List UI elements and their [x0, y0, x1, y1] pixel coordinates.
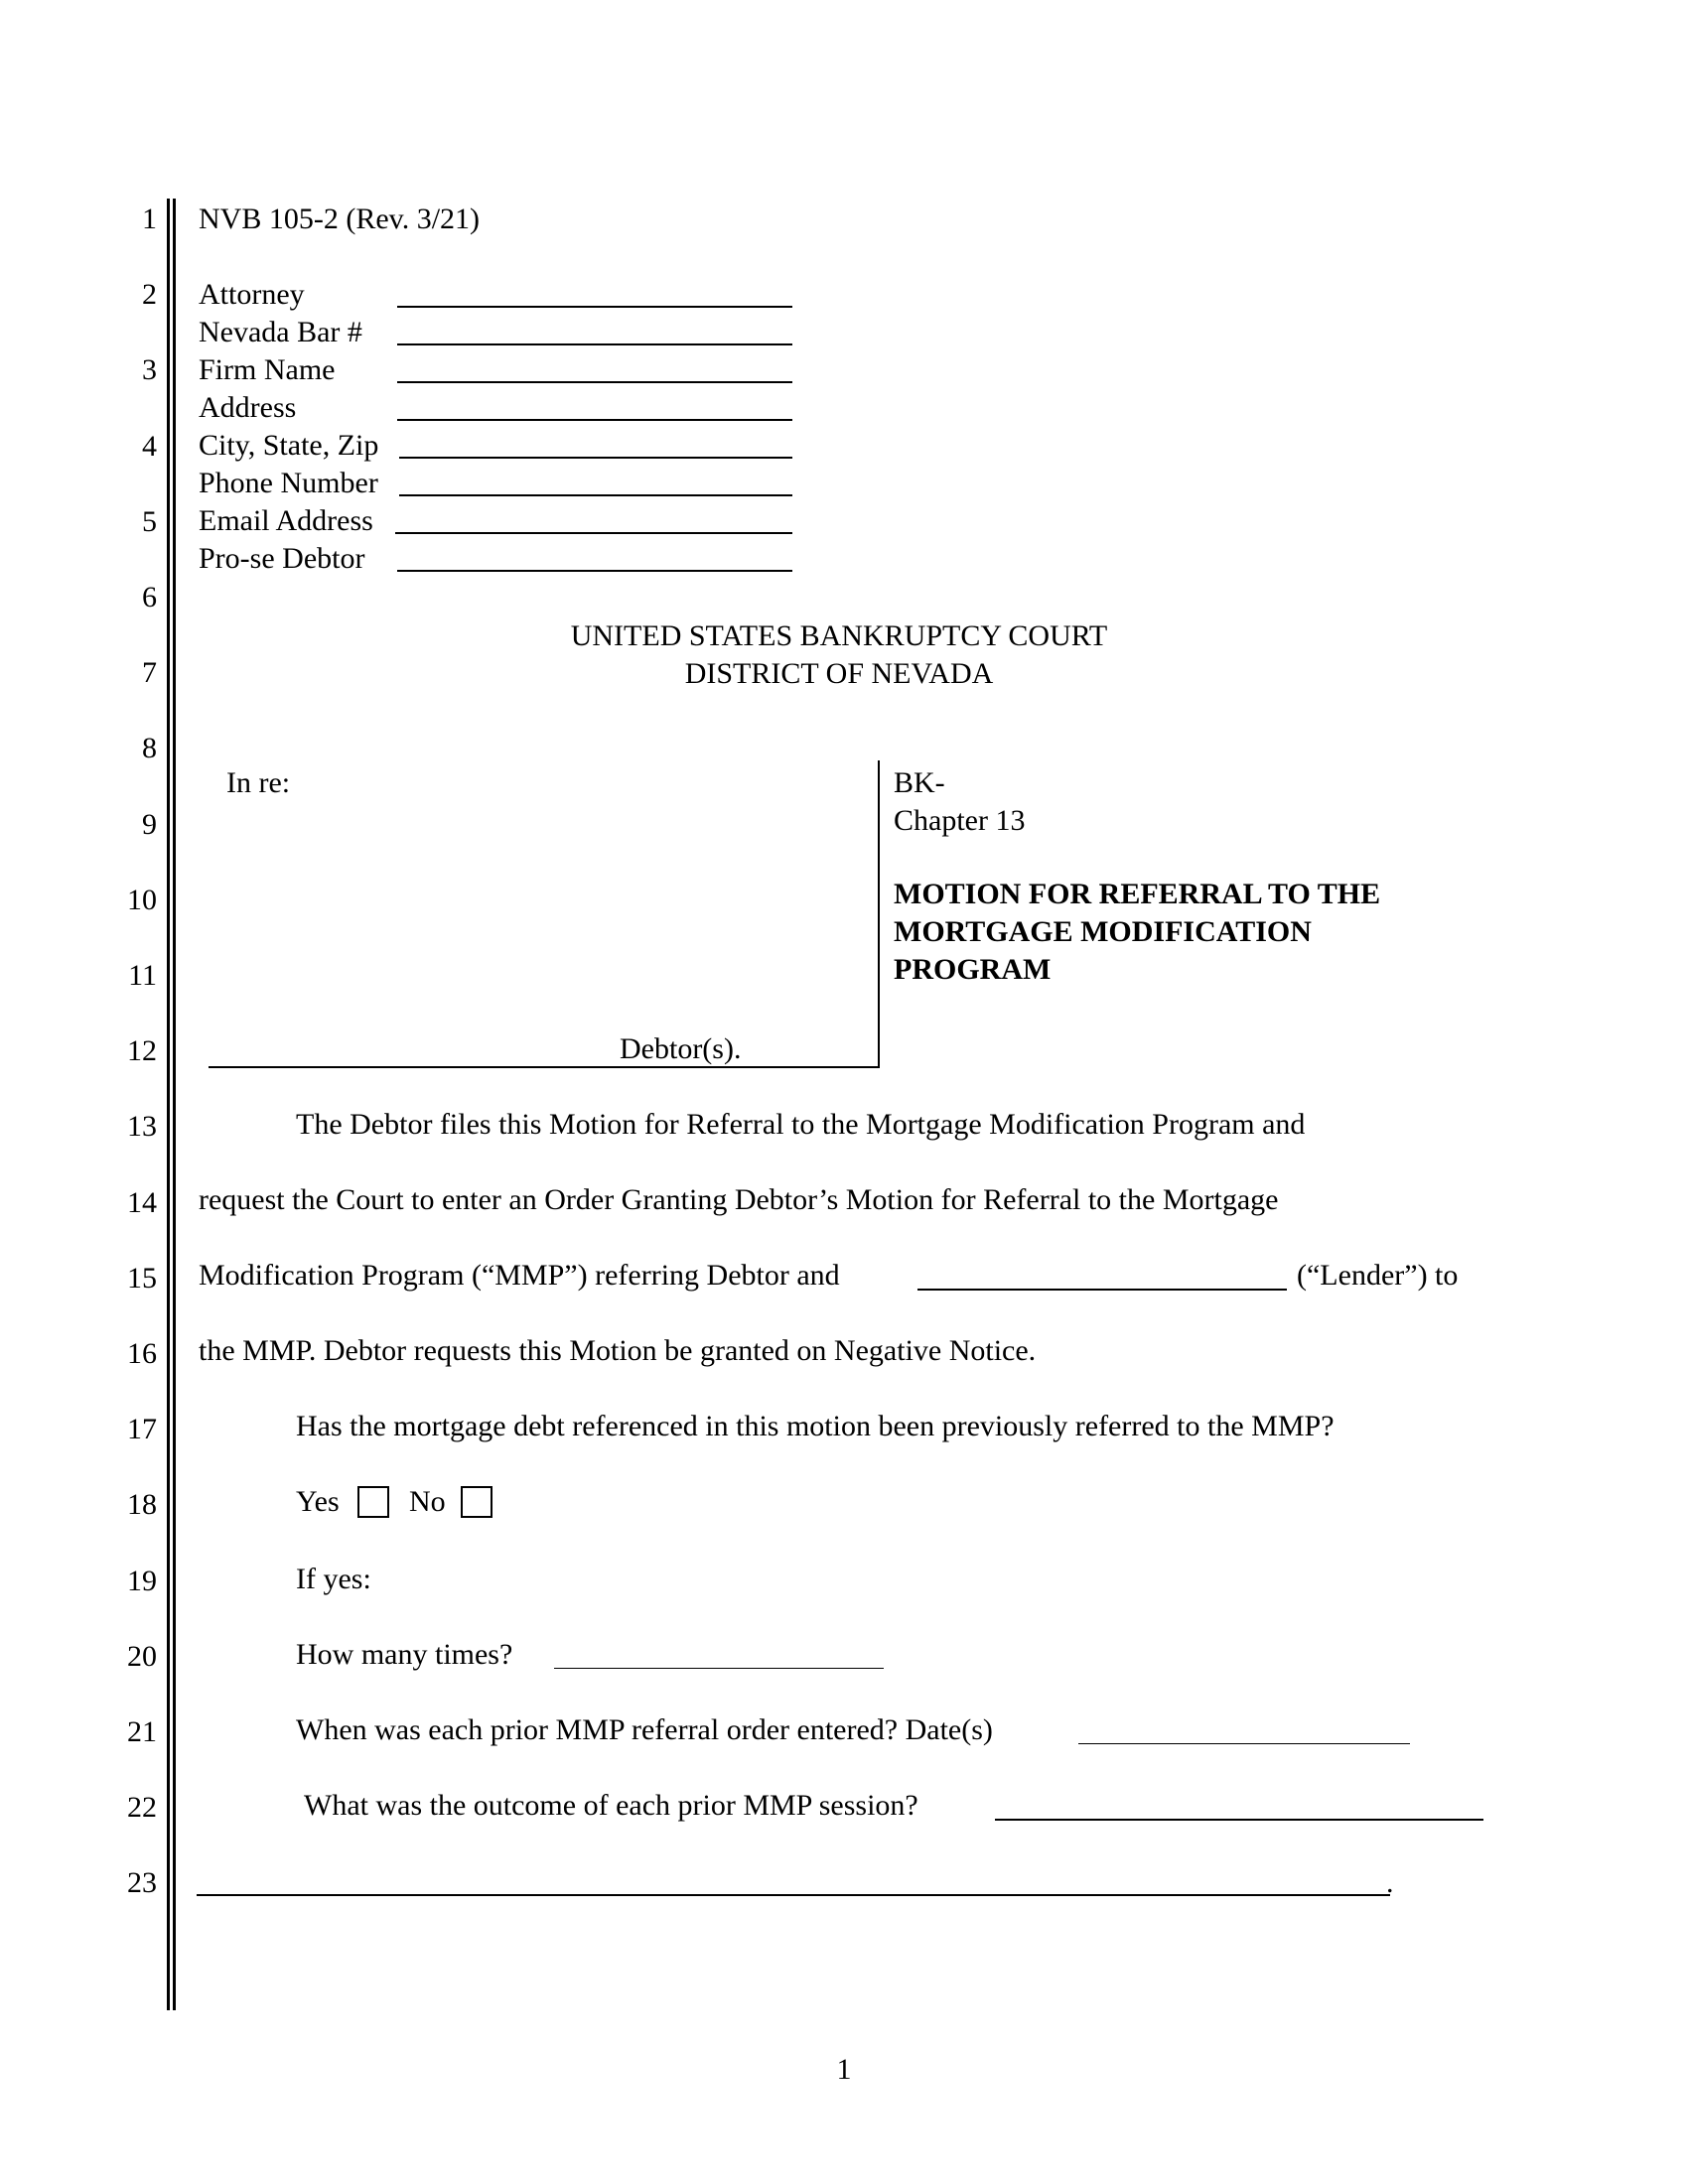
case-number: BK-: [894, 766, 945, 799]
body-line-15-start: Modification Program (“MMP”) referring Debtor and: [199, 1259, 840, 1292]
court-district: DISTRICT OF NEVADA: [684, 657, 994, 690]
how-many-times-field[interactable]: [554, 1668, 884, 1669]
line-number: 17: [127, 1413, 157, 1445]
yes-checkbox[interactable]: [357, 1486, 389, 1518]
email-address-field[interactable]: [395, 532, 792, 534]
phone-number-label: Phone Number: [199, 467, 378, 499]
referral-date-field[interactable]: [1078, 1743, 1410, 1744]
if-yes-label: If yes:: [296, 1563, 371, 1595]
nevada-bar-label: Nevada Bar #: [199, 316, 362, 348]
no-label: No: [409, 1485, 446, 1518]
line-number: 23: [127, 1866, 157, 1899]
motion-title-line3: PROGRAM: [894, 953, 1052, 986]
line-number: 7: [142, 656, 157, 689]
yes-label: Yes: [296, 1485, 340, 1518]
address-field[interactable]: [397, 419, 792, 421]
line-number: 8: [142, 732, 157, 764]
line-number: 1: [142, 203, 157, 235]
line-number: 21: [127, 1715, 157, 1748]
court-name: UNITED STATES BANKRUPTCY COURT: [570, 619, 1108, 652]
line-number: 14: [127, 1186, 157, 1219]
how-many-times-label: How many times?: [296, 1638, 513, 1671]
margin-rule-outer: [167, 199, 170, 2010]
chapter-label: Chapter 13: [894, 804, 1026, 837]
nevada-bar-field[interactable]: [397, 343, 792, 345]
address-label: Address: [199, 391, 297, 424]
city-state-zip-field[interactable]: [399, 457, 792, 459]
line-number: 2: [142, 278, 157, 311]
prior-referral-question: Has the mortgage debt referenced in this motion been previously referred to the MMP?: [296, 1410, 1335, 1442]
line-number: 15: [127, 1262, 157, 1295]
body-line-16: the MMP. Debtor requests this Motion be granted on Negative Notice.: [199, 1334, 1037, 1367]
prior-outcome-label: What was the outcome of each prior MMP session?: [304, 1789, 918, 1822]
prior-outcome-field[interactable]: [995, 1819, 1483, 1821]
attorney-label: Attorney: [199, 278, 305, 311]
pro-se-debtor-field[interactable]: [397, 570, 792, 572]
line-number: 6: [142, 581, 157, 614]
line-number: 22: [127, 1791, 157, 1824]
email-address-label: Email Address: [199, 504, 373, 537]
city-state-zip-label: City, State, Zip: [199, 429, 379, 462]
motion-title-line1: MOTION FOR REFERRAL TO THE: [894, 878, 1381, 910]
phone-number-field[interactable]: [399, 494, 792, 496]
caption-vertical-rule: [878, 760, 880, 1068]
body-line-15-end: (“Lender”) to: [1297, 1259, 1459, 1292]
firm-name-label: Firm Name: [199, 353, 336, 386]
margin-rule-inner: [173, 199, 176, 2010]
line-number: 4: [142, 430, 157, 463]
line-number: 13: [127, 1110, 157, 1143]
firm-name-field[interactable]: [397, 381, 792, 383]
line-number: 19: [127, 1565, 157, 1597]
line-number: 11: [128, 959, 157, 992]
line-number: 5: [142, 505, 157, 538]
caption-bottom-rule: [209, 1066, 880, 1068]
line-number: 9: [142, 808, 157, 841]
lender-name-field[interactable]: [917, 1289, 1287, 1291]
page-number: 1: [836, 2053, 852, 2086]
end-period: .: [1386, 1866, 1394, 1899]
motion-title-line2: MORTGAGE MODIFICATION: [894, 915, 1312, 948]
form-id: NVB 105-2 (Rev. 3/21): [199, 203, 481, 235]
referral-date-label: When was each prior MMP referral order entered? Date(s): [296, 1713, 993, 1746]
no-checkbox[interactable]: [461, 1486, 492, 1518]
debtors-label: Debtor(s).: [620, 1032, 742, 1065]
pro-se-debtor-label: Pro-se Debtor: [199, 542, 365, 575]
line-number: 16: [127, 1337, 157, 1370]
attorney-field[interactable]: [397, 306, 792, 308]
line-number: 12: [127, 1034, 157, 1067]
prior-outcome-continuation-field[interactable]: [197, 1894, 1390, 1896]
body-line-13: The Debtor files this Motion for Referral to the Mortgage Modification Program and: [296, 1108, 1306, 1141]
line-number: 20: [127, 1640, 157, 1673]
line-number: 18: [127, 1488, 157, 1521]
line-number: 3: [142, 353, 157, 386]
line-number: 10: [127, 884, 157, 916]
in-re-label: In re:: [226, 766, 291, 799]
body-line-14: request the Court to enter an Order Granting Debtor’s Motion for Referral to the Mortgage: [199, 1183, 1279, 1216]
